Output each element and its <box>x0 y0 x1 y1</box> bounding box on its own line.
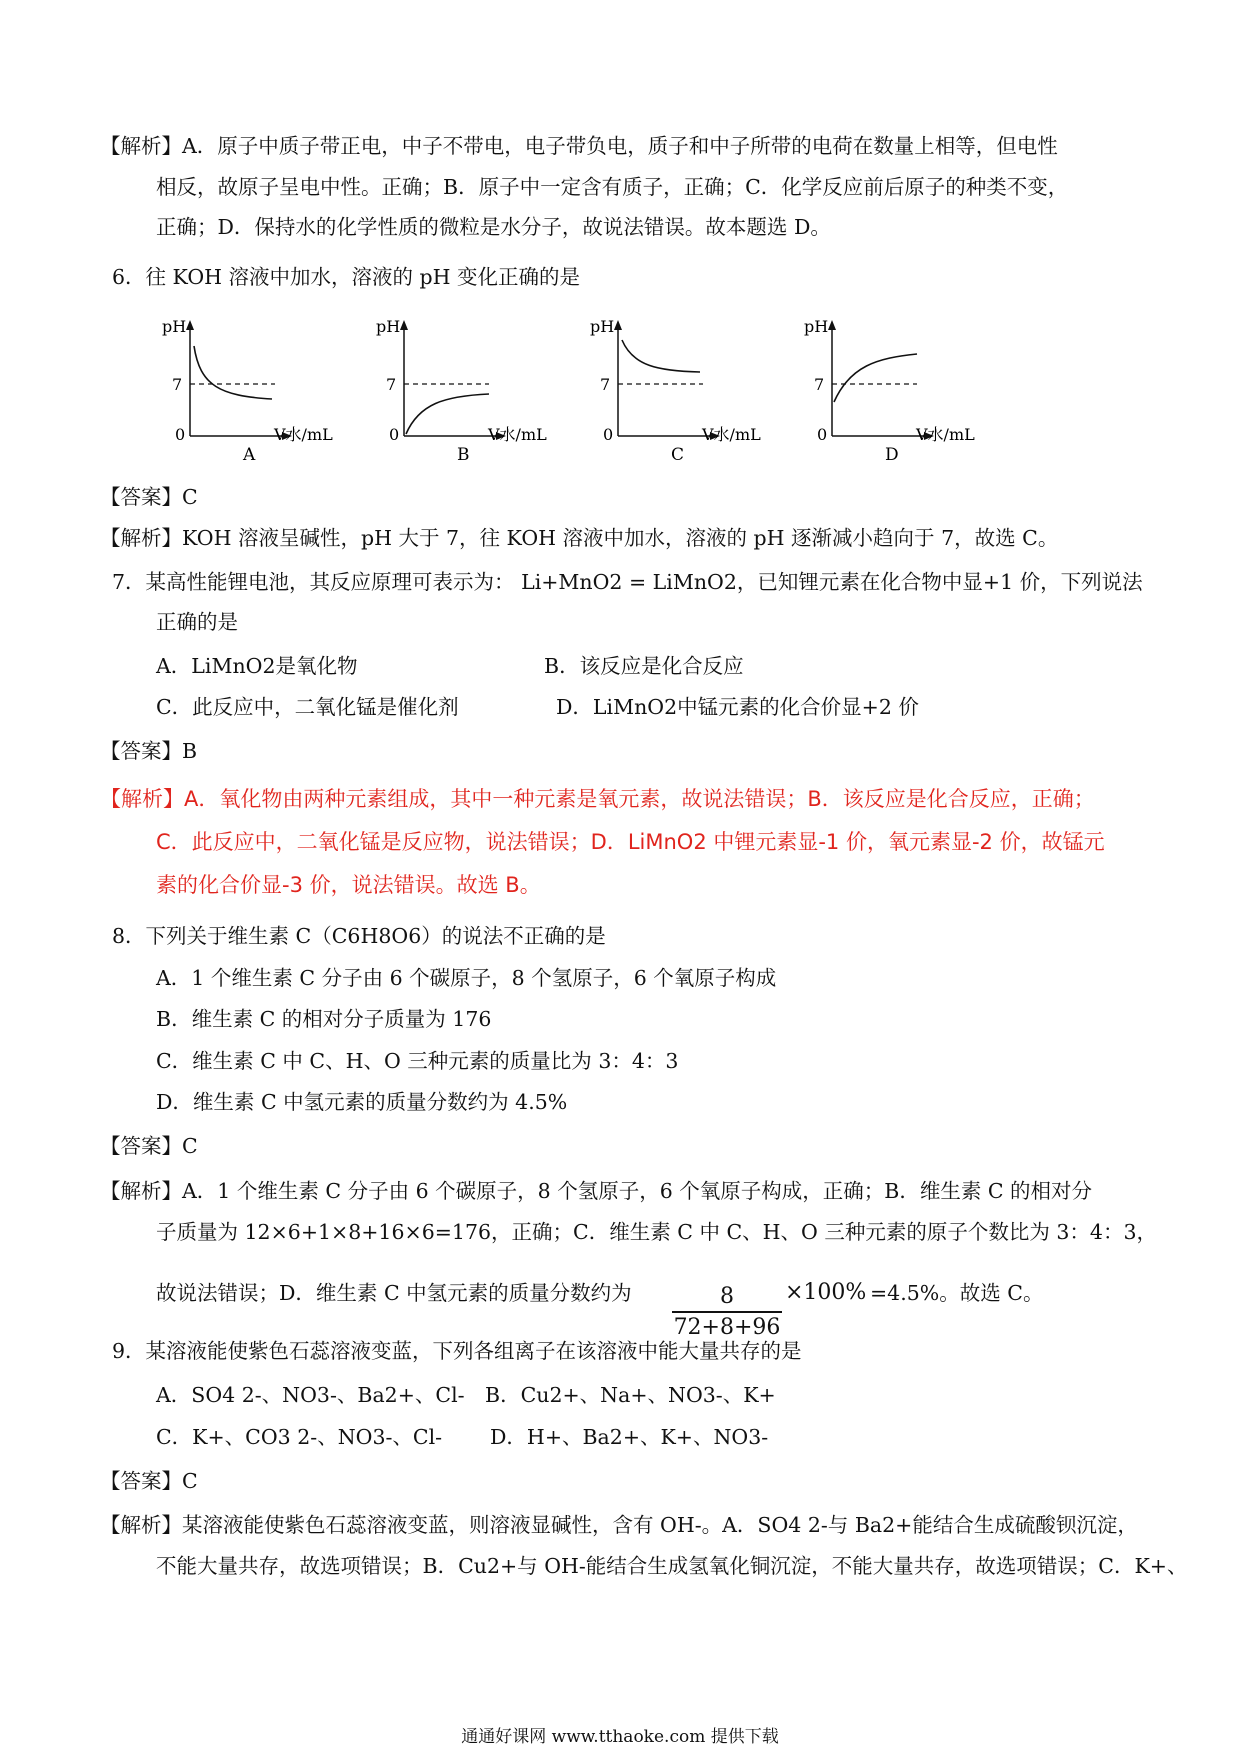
q7-analysis-line3: 素的化合价显-3 价，说法错误。故选 B。 <box>156 873 541 897</box>
ref-b: 7 <box>386 375 397 394</box>
q8-analysis-line3a: 故说法错误；D．维生素 C 中氢元素的质量分数约为 <box>156 1281 632 1305</box>
q9-stem: 9．某溶液能使紫色石蕊溶液变蓝，下列各组离子在该溶液中能大量共存的是 <box>112 1339 802 1363</box>
letter-d: D <box>885 445 899 465</box>
q9-option-b: B．Cu2+、Na+、NO3-、K+ <box>485 1383 776 1407</box>
q7-analysis-line1: 【解析】A．氧化物由两种元素组成，其中一种元素是氧元素，故说法错误；B．该反应是化合反应，正确； <box>100 787 1095 811</box>
graph-a <box>150 316 360 466</box>
ylabel-b: pH <box>376 317 401 336</box>
q5-analysis-line2: 相反，故原子呈电中性。正确；B．原子中一定含有质子，正确；C．化学反应前后原子的种类不变， <box>156 175 1069 199</box>
xlabel-d: V水/mL <box>916 425 975 444</box>
q8-fraction <box>672 1283 782 1343</box>
ref-d: 7 <box>814 375 825 394</box>
page-footer: 通通好课网 www.tthaoke.com 提供下载 <box>461 1727 779 1747</box>
xlabel-b: V水/mL <box>488 425 547 444</box>
q8-analysis-line2: 子质量为 12×6+1×8+16×6=176，正确；C．维生素 C 中 C、H、O 三种元素的原子个数比为 3：4：3， <box>156 1220 1157 1244</box>
letter-a: A <box>243 445 256 465</box>
origin-d: 0 <box>817 425 828 444</box>
curve-a <box>194 346 272 399</box>
q8-analysis-line3c: =4.5%。故选 C。 <box>870 1281 1044 1305</box>
q6-analysis: 【解析】KOH 溶液呈碱性，pH 大于 7，往 KOH 溶液中加水，溶液的 pH 逐渐减小趋向于 7，故选 C。 <box>100 526 1059 550</box>
q9-option-c: C．K+、CO3 2-、NO3-、Cl- <box>156 1425 443 1449</box>
origin-a: 0 <box>175 425 186 444</box>
q9-analysis-line2: 不能大量共存，故选项错误；B．Cu2+与 OH-能结合生成氢氧化铜沉淀，不能大量共存，故选项错误；C．K+、 <box>156 1554 1188 1578</box>
q9-option-a: A．SO4 2-、NO3-、Ba2+、Cl- <box>156 1383 465 1407</box>
q7-answer: 【答案】B <box>100 739 198 763</box>
graph-c <box>578 316 788 466</box>
q7-analysis-line2: C．此反应中，二氧化锰是反应物，说法错误；D．LiMnO2 中锂元素显-1 价，氧元素显-2 价，故锰元 <box>156 830 1105 854</box>
fraction-numerator: 8 <box>720 1284 734 1309</box>
origin-b: 0 <box>389 425 400 444</box>
origin-c: 0 <box>603 425 614 444</box>
q7-stem-line1: 7．某高性能锂电池，其反应原理可表示为： Li+MnO2 = LiMnO2，已知锂元素在化合物中显+1 价，下列说法 <box>112 570 1143 594</box>
q7-option-c: C．此反应中，二氧化锰是催化剂 <box>156 695 459 719</box>
q6-stem: 6．往 KOH 溶液中加水，溶液的 pH 变化正确的是 <box>112 265 581 289</box>
ref-a: 7 <box>172 375 183 394</box>
q7-option-d: D．LiMnO2中锰元素的化合价显+2 价 <box>556 695 919 719</box>
q9-analysis-line1: 【解析】某溶液能使紫色石蕊溶液变蓝，则溶液显碱性，含有 OH-。A．SO4 2-与 Ba2+能结合生成硫酸钡沉淀， <box>100 1513 1138 1537</box>
q8-analysis-line1: 【解析】A．1 个维生素 C 分子由 6 个碳原子，8 个氢原子，6 个氧原子构成，正确；B．维生素 C 的相对分 <box>100 1179 1093 1203</box>
q8-option-a: A．1 个维生素 C 分子由 6 个碳原子，8 个氢原子，6 个氧原子构成 <box>156 966 777 990</box>
q5-analysis-line1: 【解析】A．原子中质子带正电，中子不带电，电子带负电，质子和中子所带的电荷在数量上相等，但电性 <box>100 134 1058 158</box>
ylabel-c: pH <box>590 317 615 336</box>
ylabel-d: pH <box>804 317 829 336</box>
graph-b <box>364 316 574 466</box>
graph-d <box>792 316 1002 466</box>
q8-option-b: B．维生素 C 的相对分子质量为 176 <box>156 1007 492 1031</box>
q7-equation: Li+MnO2 = LiMnO2 <box>521 570 737 594</box>
ylabel-a: pH <box>162 317 187 336</box>
fraction-denominator: 72+8+96 <box>672 1311 782 1343</box>
q6-answer: 【答案】C <box>100 485 198 509</box>
curve-d <box>834 354 917 402</box>
q9-option-d: D．H+、Ba2+、K+、NO3- <box>490 1425 769 1449</box>
letter-c: C <box>671 445 685 465</box>
xlabel-c: V水/mL <box>702 425 761 444</box>
q5-analysis-line3: 正确；D．保持水的化学性质的微粒是水分子，故说法错误。故本题选 D。 <box>156 215 831 239</box>
q7-option-b: B．该反应是化合反应 <box>544 654 744 678</box>
curve-c <box>622 340 700 372</box>
q7-option-a: A．LiMnO2是氧化物 <box>156 654 358 678</box>
xlabel-a: V水/mL <box>274 425 333 444</box>
ref-c: 7 <box>600 375 611 394</box>
q9-answer: 【答案】C <box>100 1469 198 1493</box>
q8-option-c: C．维生素 C 中 C、H、O 三种元素的质量比为 3：4：3 <box>156 1049 679 1073</box>
curve-b <box>406 394 489 434</box>
q7-stem-line2: 正确的是 <box>156 610 238 634</box>
q8-percent-factor: ×100% <box>785 1280 867 1305</box>
q8-answer: 【答案】C <box>100 1134 198 1158</box>
q8-stem: 8．下列关于维生素 C（C6H8O6）的说法不正确的是 <box>112 924 606 948</box>
q8-option-d: D．维生素 C 中氢元素的质量分数约为 4.5% <box>156 1090 568 1114</box>
letter-b: B <box>457 445 470 465</box>
